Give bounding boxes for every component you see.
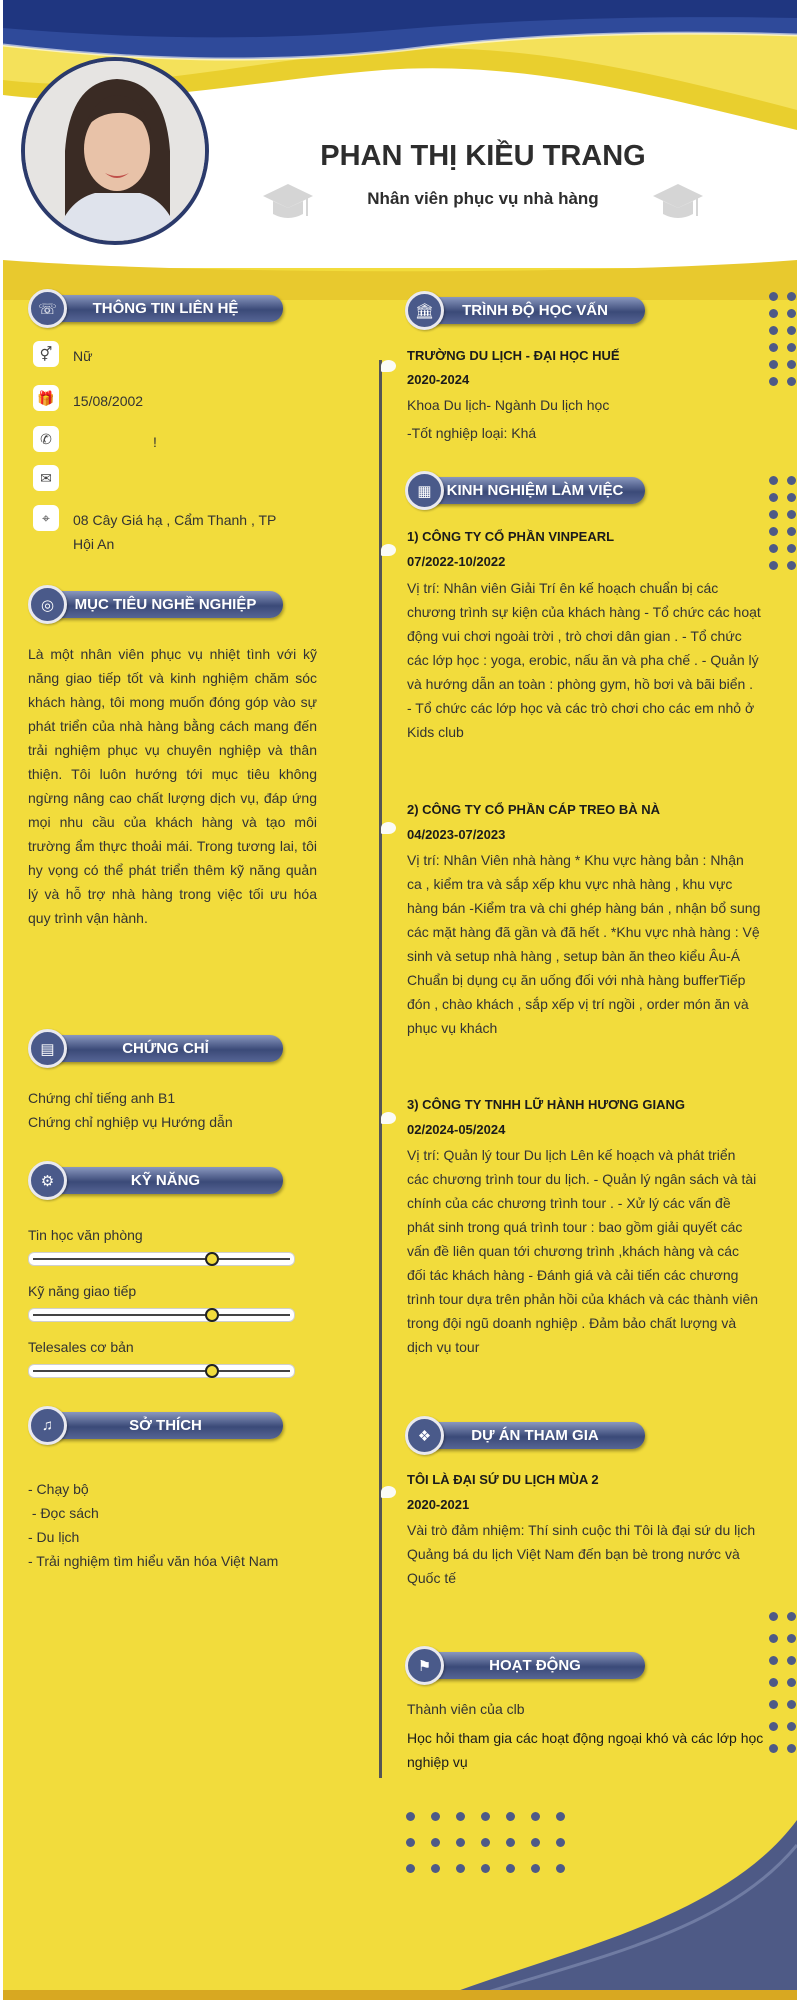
experience-period: 04/2023-07/2023 xyxy=(407,827,506,842)
experience-description: Vị trí: Nhân Viên nhà hàng * Khu vực hàng bản : Nhận ca , kiểm tra và sắp xếp khu vực nhà hàng , khu vực hàng bán -Kiểm tra và chi ghép hàng bán , nhận bổ sung các mặt hàng đã gần và đã hết . *Khu vực nhà hàng : Vệ sinh và setup nhà hàng , setup bàn ăn theo kiểu Âu-Á Chuẩn bị dụng cụ ăn uống đối với nhà hàng bufferTiếp đón , chào khách , sắp xếp vị trí ngồi , order món ăn và phục vụ khách xyxy=(407,852,761,1036)
decorative-dot xyxy=(787,493,796,502)
activity-line: Học hỏi tham gia các hoạt động ngoại khó và các lớp học nghiệp vụ xyxy=(407,1730,764,1770)
target-icon: ◎ xyxy=(28,585,67,624)
experience-company: 1) CÔNG TY CỔ PHẦN VINPEARL xyxy=(407,529,615,544)
decorative-dot xyxy=(431,1812,440,1821)
decorative-dot xyxy=(787,309,796,318)
decorative-dot xyxy=(787,1744,796,1753)
timeline-marker xyxy=(381,1486,396,1498)
decorative-dot xyxy=(769,360,778,369)
skill-level-knob xyxy=(205,1364,219,1378)
decorative-dot xyxy=(556,1838,565,1847)
decorative-dot xyxy=(431,1838,440,1847)
section-header-certificates xyxy=(28,1026,283,1068)
skill-name: Tin học văn phòng xyxy=(28,1227,143,1243)
phone-value: ! xyxy=(153,434,157,450)
activity-icon: ⚑ xyxy=(405,1646,444,1685)
gear-icon: ⚙ xyxy=(28,1161,67,1200)
project-title: TÔI LÀ ĐẠI SỨ DU LỊCH MÙA 2 xyxy=(407,1472,599,1487)
section-title: DỰ ÁN THAM GIA xyxy=(425,1422,645,1449)
dob-value: 15/08/2002 xyxy=(73,393,144,409)
education-major: Khoa Du lịch- Ngành Du lịch học xyxy=(407,397,610,413)
experience-description: Vị trí: Quản lý tour Du lịch Lên kế hoạch và phát triển các chương trình tour du lịch. - Quản lý ngân sách và tài chính của các chương trình tour . - Xử lý các vấn đề phát sinh trong quá trình tour : bao gồm giải quyết các vấn đề liên quan tới chương trình ,khách hàng và các đối tác khách hàng - Đánh giá và cải tiến các chương trình tour dựa trên phản hồi của khách và các thành viên trong đội ngũ doanh nghiệp . Đảm bảo chất lượng và dịch vụ tour xyxy=(407,1147,759,1355)
decorative-dot xyxy=(769,1744,778,1753)
project-description: Vài trò đảm nhiệm: Thí sinh cuộc thi Tôi là đại sứ du lịch Quảng bá du lịch Việt Nam đến bạn bè trong nước và Quốc tế xyxy=(407,1522,756,1586)
decorative-dot xyxy=(787,377,796,386)
contact-icon: ☏ xyxy=(28,289,67,328)
school-icon: 🏛 xyxy=(405,291,444,330)
job-title: Nhân viên phục vụ nhà hàng xyxy=(367,189,599,208)
decorative-dot xyxy=(769,493,778,502)
decorative-dot xyxy=(787,360,796,369)
decorative-dot xyxy=(769,1722,778,1731)
section-header-skills xyxy=(28,1158,283,1200)
decorative-dot xyxy=(787,544,796,553)
decorative-dot xyxy=(556,1864,565,1873)
decorative-dot xyxy=(787,1634,796,1643)
section-header-projects xyxy=(405,1413,660,1455)
hobby-item: - Du lịch xyxy=(28,1529,80,1545)
section-header-activities xyxy=(405,1643,660,1685)
timeline-line xyxy=(379,360,382,1778)
decorative-dot xyxy=(769,527,778,536)
section-title: CHỨNG CHỈ xyxy=(48,1035,283,1062)
decorative-dot xyxy=(769,476,778,485)
portrait-photo xyxy=(25,61,205,241)
project-period: 2020-2021 xyxy=(407,1497,470,1512)
section-header-education xyxy=(405,288,660,330)
decorative-dot xyxy=(406,1812,415,1821)
decorative-dot xyxy=(769,1678,778,1687)
project-icon: ❖ xyxy=(405,1416,444,1455)
skill-level-knob xyxy=(205,1252,219,1266)
decorative-dot xyxy=(531,1838,540,1847)
decorative-dot xyxy=(531,1812,540,1821)
section-header-objective xyxy=(28,582,283,624)
skill-level-knob xyxy=(205,1308,219,1322)
decorative-dot xyxy=(556,1812,565,1821)
decorative-dot xyxy=(787,1656,796,1665)
education-period: 2020-2024 xyxy=(407,372,470,387)
education-grade: -Tốt nghiệp loại: Khá xyxy=(407,425,537,441)
experience-period: 07/2022-10/2022 xyxy=(407,554,506,569)
decorative-dot xyxy=(769,326,778,335)
section-header-contact xyxy=(28,286,283,328)
education-school: TRƯỜNG DU LỊCH - ĐẠI HỌC HUẾ xyxy=(407,348,620,363)
hobby-icon: ♫ xyxy=(28,1406,67,1445)
decorative-dot xyxy=(481,1812,490,1821)
decorative-dot xyxy=(769,292,778,301)
decorative-dot xyxy=(769,343,778,352)
avatar xyxy=(21,57,209,245)
decorative-dot xyxy=(787,561,796,570)
section-title: MỤC TIÊU NGHỀ NGHIỆP xyxy=(48,591,283,618)
decorative-dot xyxy=(787,292,796,301)
address-line-2: Hội An xyxy=(73,536,115,552)
decorative-dot xyxy=(406,1864,415,1873)
decorative-dot xyxy=(787,343,796,352)
decorative-dot xyxy=(406,1838,415,1847)
skill-name: Telesales cơ bản xyxy=(28,1339,134,1355)
phone-icon: ✆ xyxy=(33,426,59,452)
decorative-dot xyxy=(531,1864,540,1873)
objective-text: Là một nhân viên phục vụ nhiệt tình với kỹ năng giao tiếp tốt và kinh nghiệm chăm sóc khách hàng, tôi mong muốn đóng góp vào sự phát triển của nhà hàng bằng cách mang đến trải nghiệm phục vụ chuyên nghiệp và thân thiện. Tôi luôn hướng tới mục tiêu không ngừng nâng cao chất lượng dịch vụ, đáp ứng mọi nhu cầu của khách hàng và tạo môi trường ẩm thực thoải mái. Trong tương lai, tôi hy vọng có thể phát triển thêm kỹ năng quản lý và hỗ trợ nhà hàng trong việc tối ưu hóa quy trình vận hành. xyxy=(28,646,317,926)
skill-bar xyxy=(28,1364,295,1378)
decorative-dot xyxy=(769,510,778,519)
experience-company: 3) CÔNG TY TNHH LỮ HÀNH HƯƠNG GIANG xyxy=(407,1097,685,1112)
certificate-item: Chứng chỉ nghiệp vụ Hướng dẫn xyxy=(28,1114,233,1130)
hobby-item: - Trải nghiệm tìm hiểu văn hóa Việt Nam xyxy=(28,1553,279,1569)
certificate-icon: ▤ xyxy=(28,1029,67,1068)
timeline-marker xyxy=(381,822,396,834)
hobby-item: - Chạy bộ xyxy=(28,1481,89,1497)
cv-page xyxy=(3,0,797,2000)
decorative-dot xyxy=(787,476,796,485)
email-icon: ✉ xyxy=(33,465,59,491)
experience-description: Vị trí: Nhân viên Giải Trí ên kế hoạch chuẩn bị các chương trình sự kiện của khách hàng - Tổ chức các hoạt động vui chơi ngoài trời , trò chơi dân gian . - Tổ chức các lớp học : yoga, erobic, nấu ăn và pha chế . - Quản lý và hướng dẫn an toàn : phòng gym, hồ bơi và bãi biển . - Tổ chức các lớp học và các trò chơi cho các em nhỏ ở Kids club xyxy=(407,580,761,740)
decorative-dot xyxy=(769,309,778,318)
section-title: HOẠT ĐỘNG xyxy=(425,1652,645,1679)
decorative-dot xyxy=(787,1678,796,1687)
section-title: TRÌNH ĐỘ HỌC VẤN xyxy=(425,297,645,324)
experience-company: 2) CÔNG TY CỔ PHẦN CÁP TREO BÀ NÀ xyxy=(407,802,661,817)
timeline-marker xyxy=(381,1112,396,1124)
section-header-hobbies xyxy=(28,1403,283,1445)
activity-line: Thành viên của clb xyxy=(407,1701,525,1717)
decorative-dot xyxy=(481,1838,490,1847)
decorative-dot xyxy=(506,1838,515,1847)
section-title: KINH NGHIỆM LÀM VIỆC xyxy=(425,477,645,504)
section-title: KỸ NĂNG xyxy=(48,1167,283,1194)
section-title: SỞ THÍCH xyxy=(48,1412,283,1439)
timeline-marker xyxy=(381,360,396,372)
briefcase-icon: ▦ xyxy=(405,471,444,510)
decorative-dot xyxy=(481,1864,490,1873)
decorative-dot xyxy=(456,1864,465,1873)
section-title: THÔNG TIN LIÊN HỆ xyxy=(48,295,283,322)
skill-bar xyxy=(28,1308,295,1322)
candidate-name: PHAN THỊ KIỀU TRANG xyxy=(320,140,646,172)
decorative-dot xyxy=(769,561,778,570)
certificate-item: Chứng chỉ tiếng anh B1 xyxy=(28,1090,176,1106)
decorative-dot xyxy=(769,1700,778,1709)
birthday-gift-icon: 🎁 xyxy=(33,385,59,411)
gender-icon: ⚥ xyxy=(33,341,59,367)
section-header-experience xyxy=(405,468,660,510)
decorative-dot xyxy=(431,1864,440,1873)
footer-wave-decoration xyxy=(3,1800,797,2000)
decorative-dot xyxy=(506,1812,515,1821)
decorative-dot xyxy=(769,1612,778,1621)
skill-bar xyxy=(28,1252,295,1266)
timeline-marker xyxy=(381,544,396,556)
decorative-dot xyxy=(787,326,796,335)
gender-value: Nữ xyxy=(73,348,93,364)
decorative-dot xyxy=(769,544,778,553)
decorative-dot xyxy=(769,1656,778,1665)
skill-name: Kỹ năng giao tiếp xyxy=(28,1283,137,1299)
decorative-dot xyxy=(456,1838,465,1847)
hobby-item: - Đọc sách xyxy=(28,1505,99,1521)
address-line-1: 08 Cây Giá hạ , Cẩm Thanh , TP xyxy=(73,512,277,528)
decorative-dot xyxy=(787,1722,796,1731)
decorative-dot xyxy=(787,1700,796,1709)
decorative-dot xyxy=(769,1634,778,1643)
decorative-dot xyxy=(787,510,796,519)
decorative-dot xyxy=(506,1864,515,1873)
decorative-dot xyxy=(787,527,796,536)
location-pin-icon: ⌖ xyxy=(33,505,59,531)
decorative-dot xyxy=(456,1812,465,1821)
decorative-dot xyxy=(787,1612,796,1621)
decorative-dot xyxy=(769,377,778,386)
experience-period: 02/2024-05/2024 xyxy=(407,1122,506,1137)
